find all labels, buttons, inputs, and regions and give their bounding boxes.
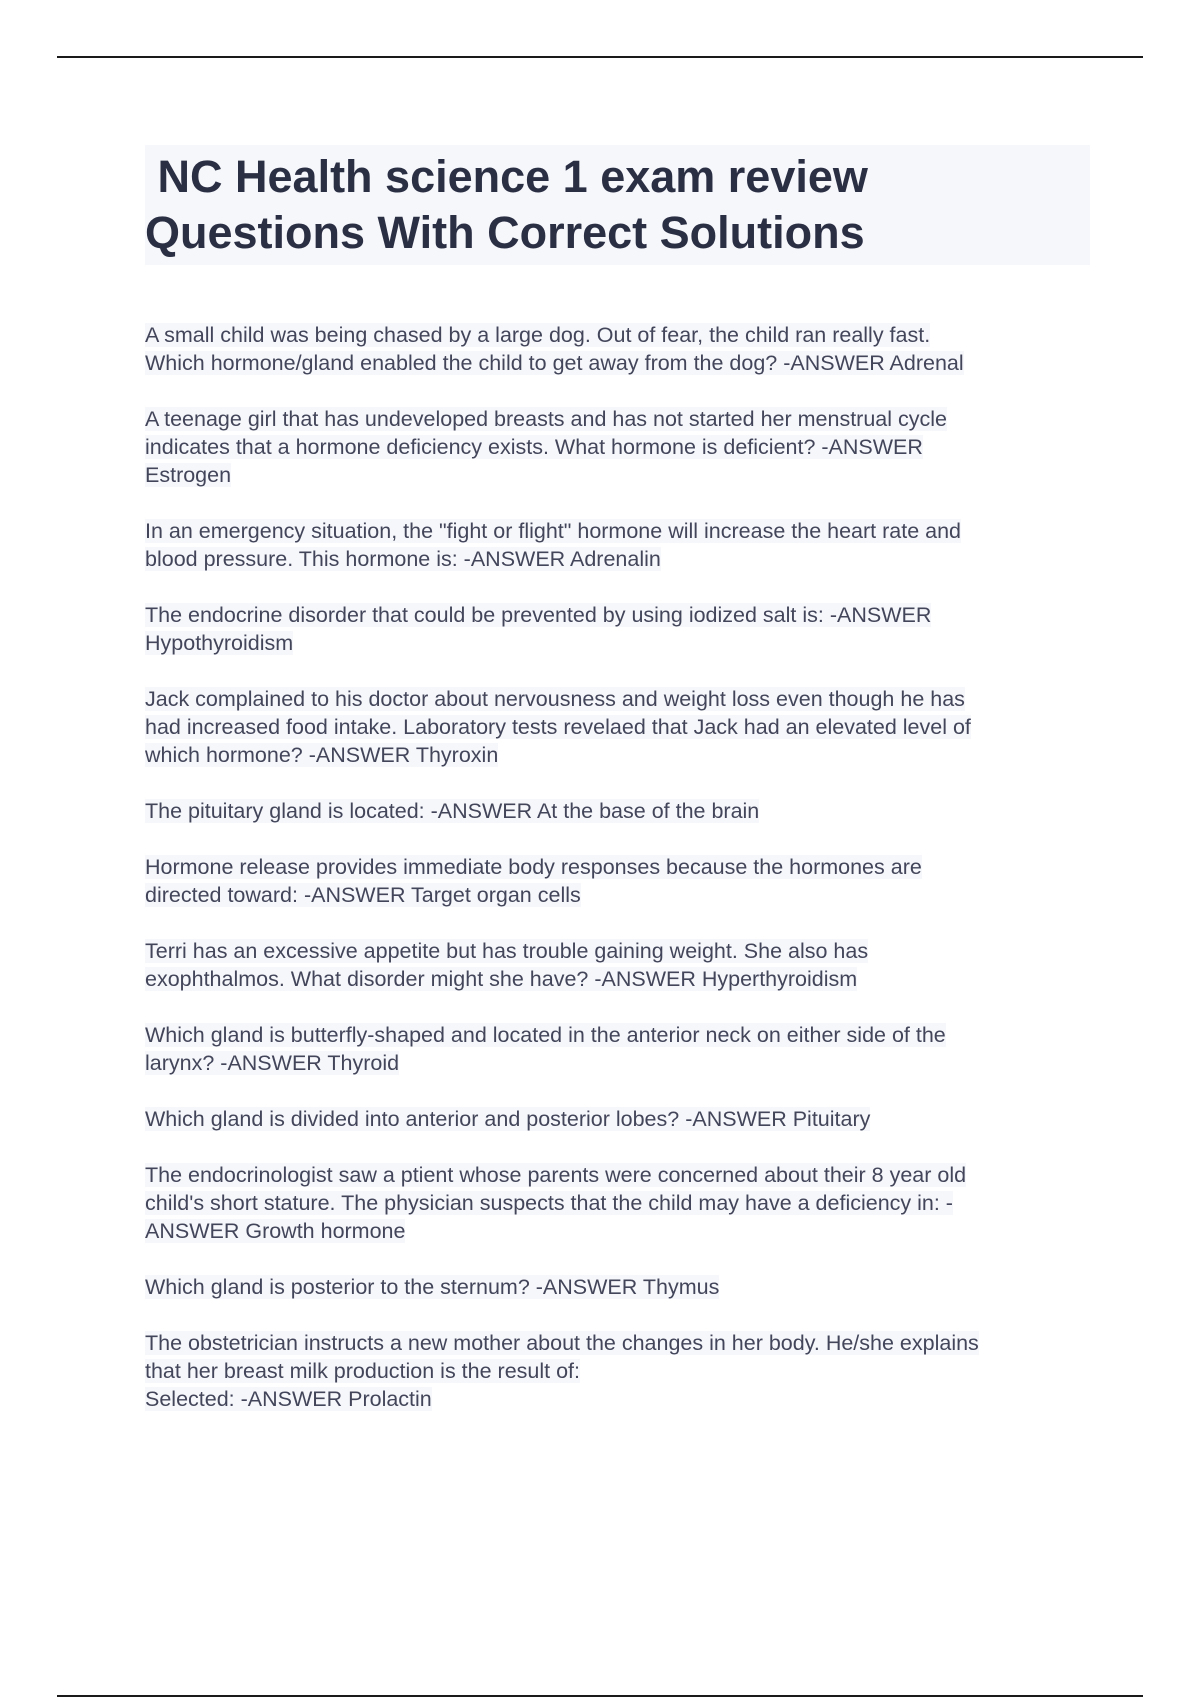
qa-item-2: [145, 405, 1090, 489]
qa-text: Which gland is posterior to the sternum? -ANSWER Thymus: [145, 1275, 720, 1299]
qa-list: [145, 321, 1090, 1413]
qa-text: Which gland is butterfly-shaped and located in the anterior neck on either side of the larynx? -ANSWER Thyroid: [145, 1023, 946, 1075]
qa-item-1: [145, 321, 1090, 377]
qa-item-11: [145, 1161, 1090, 1245]
qa-text: Jack complained to his doctor about nervousness and weight loss even though he has had increased food intake. Laboratory tests revelaed that Jack had an elevated level of which hormone? -ANSWER Thyroxin: [145, 687, 971, 767]
qa-item-7: [145, 853, 1090, 909]
document-body: [145, 145, 1090, 1441]
qa-text: The obstetrician instructs a new mother about the changes in her body. He/she explains that her breast milk production is the result of: Selected: -ANSWER Prolactin: [145, 1331, 979, 1411]
qa-text: In an emergency situation, the "fight or flight" hormone will increase the heart rate and blood pressure. This hormone is: -ANSWER Adrenalin: [145, 519, 961, 571]
top-rule: [57, 56, 1143, 58]
bottom-rule: [57, 1695, 1143, 1697]
qa-item-3: [145, 517, 1090, 573]
qa-text: Which gland is divided into anterior and posterior lobes? -ANSWER Pituitary: [145, 1107, 871, 1131]
qa-item-12: [145, 1273, 1090, 1301]
qa-item-6: [145, 797, 1090, 825]
qa-text: A small child was being chased by a large dog. Out of fear, the child ran really fast. Which hormone/gland enabled the child to get away from the dog? -ANSWER Adrenal: [145, 323, 964, 375]
qa-text: The pituitary gland is located: -ANSWER At the base of the brain: [145, 799, 760, 823]
qa-item-9: [145, 1021, 1090, 1077]
qa-item-10: [145, 1105, 1090, 1133]
qa-text: A teenage girl that has undeveloped breasts and has not started her menstrual cycle indicates that a hormone deficiency exists. What hormone is deficient? -ANSWER Estrogen: [145, 407, 947, 487]
qa-item-8: [145, 937, 1090, 993]
qa-text: Terri has an excessive appetite but has trouble gaining weight. She also has exophthalmos. What disorder might she have? -ANSWER Hyperthyroidism: [145, 939, 869, 991]
qa-item-13: [145, 1329, 1090, 1413]
qa-item-4: [145, 601, 1090, 657]
document-title: NC Health science 1 exam review Questions With Correct Solutions: [145, 145, 1090, 265]
qa-item-5: [145, 685, 1090, 769]
qa-text: Hormone release provides immediate body responses because the hormones are directed toward: -ANSWER Target organ cells: [145, 855, 922, 907]
qa-text: The endocrinologist saw a ptient whose parents were concerned about their 8 year old child's short stature. The physician suspects that the child may have a deficiency in: - ANSWER Growth hormone: [145, 1163, 967, 1243]
qa-text: The endocrine disorder that could be prevented by using iodized salt is: -ANSWER Hypothyroidism: [145, 603, 932, 655]
